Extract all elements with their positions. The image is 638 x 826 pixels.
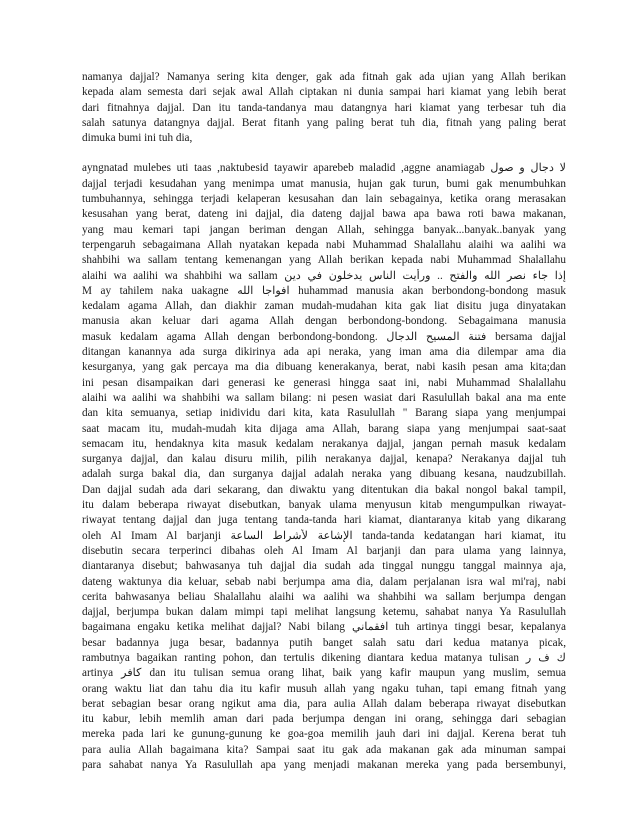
- text-line: dimuka bumi ini tuh dia,: [82, 132, 193, 145]
- text-line: cerita bahwasanya beliau Shalallahu alaihi wa aalihi wa shahbihi wa sallam berjumpa dengan: [82, 590, 566, 603]
- text-line: orang waktu liat dan tahu dia itu kafir musuh allah yang ngaku tuhan, tapi emang fitnah yang: [82, 682, 566, 695]
- text-line: oleh Al Imam Al barjanji الإشاعة لأشراط الساعة tanda-tanda kedatangan hari kiamat, itu: [82, 529, 566, 542]
- text-line: kedalam agama Allah, dan diakhir zaman mudah-mudahan kita gak liat disitu juga dinyatakan: [82, 300, 566, 313]
- text-line: semacam itu, hendaknya kita masuk kedalam nerakanya dajjal, jangan pernah masuk kedalam: [82, 437, 566, 450]
- text-line: disebutin secara terperinci dibahas oleh Al Imam Al barjanji dan para ulama yang lainnya,: [82, 544, 566, 557]
- paragraph-2: [82, 161, 566, 773]
- text-line: tumbuhannya, sehingga terjadi kelaperan kesusahan dan lain sebagainya, ketika orang merasakan: [82, 193, 566, 206]
- text-line: para sahabat nanya Ya Rasulullah apa yang menjadi makanan mereka yang pada bersembunyi,: [82, 759, 566, 772]
- text-line: yang mau kemari tapi jangan beriman dengan Allah, sehingga banyak...banyak..banyak yang: [82, 223, 566, 236]
- text-line: shahbihi wa sallam tentang kemenangan yang Allah berikan kepada nabi Muhammad Shalallahu: [82, 254, 566, 267]
- text-line: rambutnya bagaikan ranting pohon, dan tertulis dikening diantara kedua matanya tulisan ك ف ر: [82, 651, 566, 664]
- text-line: ini pesan disampaikan dari generasi ke generasi hingga saat ini, nabi Muhammad Shalallahu: [82, 376, 566, 389]
- text-line: alaihi wa aalihi wa shahbihi wa sallam bilang: ni pesen wasiat dari Rasulullah bakal ana ma ente: [82, 391, 566, 404]
- paragraph-1: [82, 70, 566, 146]
- text-line: surganya dajjal, dan kalau disuru milih, pilih nerakanya dajjal, kenapa? Nerakanya dajjal tuh: [82, 453, 566, 466]
- paragraph-gap: [82, 146, 566, 161]
- text-line: riwayat tentang dajjal dan juga tentang tanda-tanda hari kiamat, diantaranya kitab yang dikarang: [82, 514, 566, 527]
- text-line: bagaimana engaku ketika melihat dajjal? Nabi bilang افقماني tuh artinya tinggi besar, kepalanya: [82, 621, 566, 634]
- text-line: dateng waktunya dia keluar, sebab nabi berjumpa ama dia, dalam perjalanan isra wal mi'raj, nabi: [82, 575, 566, 588]
- text-line: dan kita semuanya, setiap inidividu dari kita, kata Rasulullah " Barang siapa yang menjumpai: [82, 407, 566, 420]
- text-line: adalah surga bakal dia, dan surganya dajjal adalah neraka yang dibuang kesana, naudzubillah.: [82, 468, 566, 481]
- text-line: alaihi wa aalihi wa shahbihi wa sallam إذا جاء نصر الله والفتح .. ورأيت الناس يدخلون في دين: [82, 269, 566, 282]
- text-line: dajjal terjadi kesudahan yang menimpa umat manusia, hujan gak turun, bumi gak menumbuhkan: [82, 177, 566, 190]
- text-line: mereka pada lari ke gunung-gunung ke goa-goa memilih jauh dari ini dajjal. Kerena berat tuh: [82, 728, 566, 741]
- text-line: besar badannya juga besar, badannya putih banget salah satu dari kedua matanya picak,: [82, 636, 566, 649]
- text-line: saat macam itu, mudah-mudah kita dijaga ama Allah, barang siapa yang menjumpai saat-saat: [82, 422, 566, 435]
- text-line: ditangan kanannya ada surga dikirinya ada api neraka, yang iman ama dia dilempar ama dia: [82, 346, 566, 359]
- text-line: itu kabur, lebih memlih aman dari pada berjumpa dengan ini orang, sehingga dari sebagian: [82, 713, 566, 726]
- text-line: Dan dajjal sudah ada dari sekarang, dan diwaktu yang ditentukan dia bakal nongol bakal tampil,: [82, 483, 566, 496]
- text-line: itu dalam beberapa riwayat disebutkan, banyak ulama menyusun kitab mengumpulkan riwayat-: [82, 499, 566, 512]
- text-line: diantaranya disebut; bahwasanya tuh dajjal dia sudah ada tinggal nunggu tanggal mainnya aja,: [82, 560, 566, 573]
- text-line: terpengaruh sebagaimana Allah nyatakan kepada nabi Muhammad Shalallahu alaihi wa aalihi wa: [82, 238, 566, 251]
- text-line: manusia akan keluar dari agama Allah dengan berbondong-bondong. Sebagaimana manusia: [82, 315, 566, 328]
- text-line: dari fitnahnya dajjal. Dan itu tanda-tandanya mau datangnya hari kiamat yang terbesar tuh dia: [82, 101, 566, 114]
- text-line: artinya كافر dan itu tulisan semua orang lihat, baik yang kafir maupun yang muslim, semua: [82, 667, 566, 680]
- text-line: masuk kedalam agama Allah dengan berbondong-bondong. فتنة المسيح الدجال bersama dajjal: [82, 330, 566, 343]
- text-line: ayngnatad mulebes uti taas ,naktubesid tayawir aparebeb maladid ,aggne anamiagab لا دجال و صول: [82, 162, 566, 175]
- text-line: kesusahan yang berat, dateng ini dajjal, dia dateng dajjal bawa apa bawa roti bawa makanan,: [82, 208, 566, 221]
- text-line: dajjal, berjumpa bukan dalam mimpi tapi melihat langsung ketemu, sahabat nanya Ya Rasulullah: [82, 606, 566, 619]
- text-line: namanya dajjal? Namanya sering kita denger, gak ada fitnah gak ada ujian yang Allah berikan: [82, 71, 566, 83]
- text-line: M ay tahilem naka uakagne افواجا الله huhammad manusia akan berbondong-bondong masuk: [82, 284, 566, 297]
- text-line: para aulia Allah bagaimana kita? Sampai saat itu gak ada makanan gak ada minuman sampai: [82, 743, 566, 756]
- text-line: berat sebagian besar orang ngikut ama dia, para aulia Allah dalam beberapa riwayat disebutkan: [82, 697, 566, 710]
- text-line: salah satunya datangnya dajjal. Berat fitanh yang paling berat tuh dia, fitnah yang paling berat: [82, 116, 566, 129]
- document-page: [82, 70, 566, 773]
- text-line: kesurganya, yang gak percaya ma dia dibuang kenerakanya, berat, nabi kasih pesan ama kita;dan: [82, 361, 566, 374]
- text-line: kepada alam semesta dari sejak awal Allah ciptakan ni dunia sampai hari kiamat yang lebih berat: [82, 86, 566, 99]
